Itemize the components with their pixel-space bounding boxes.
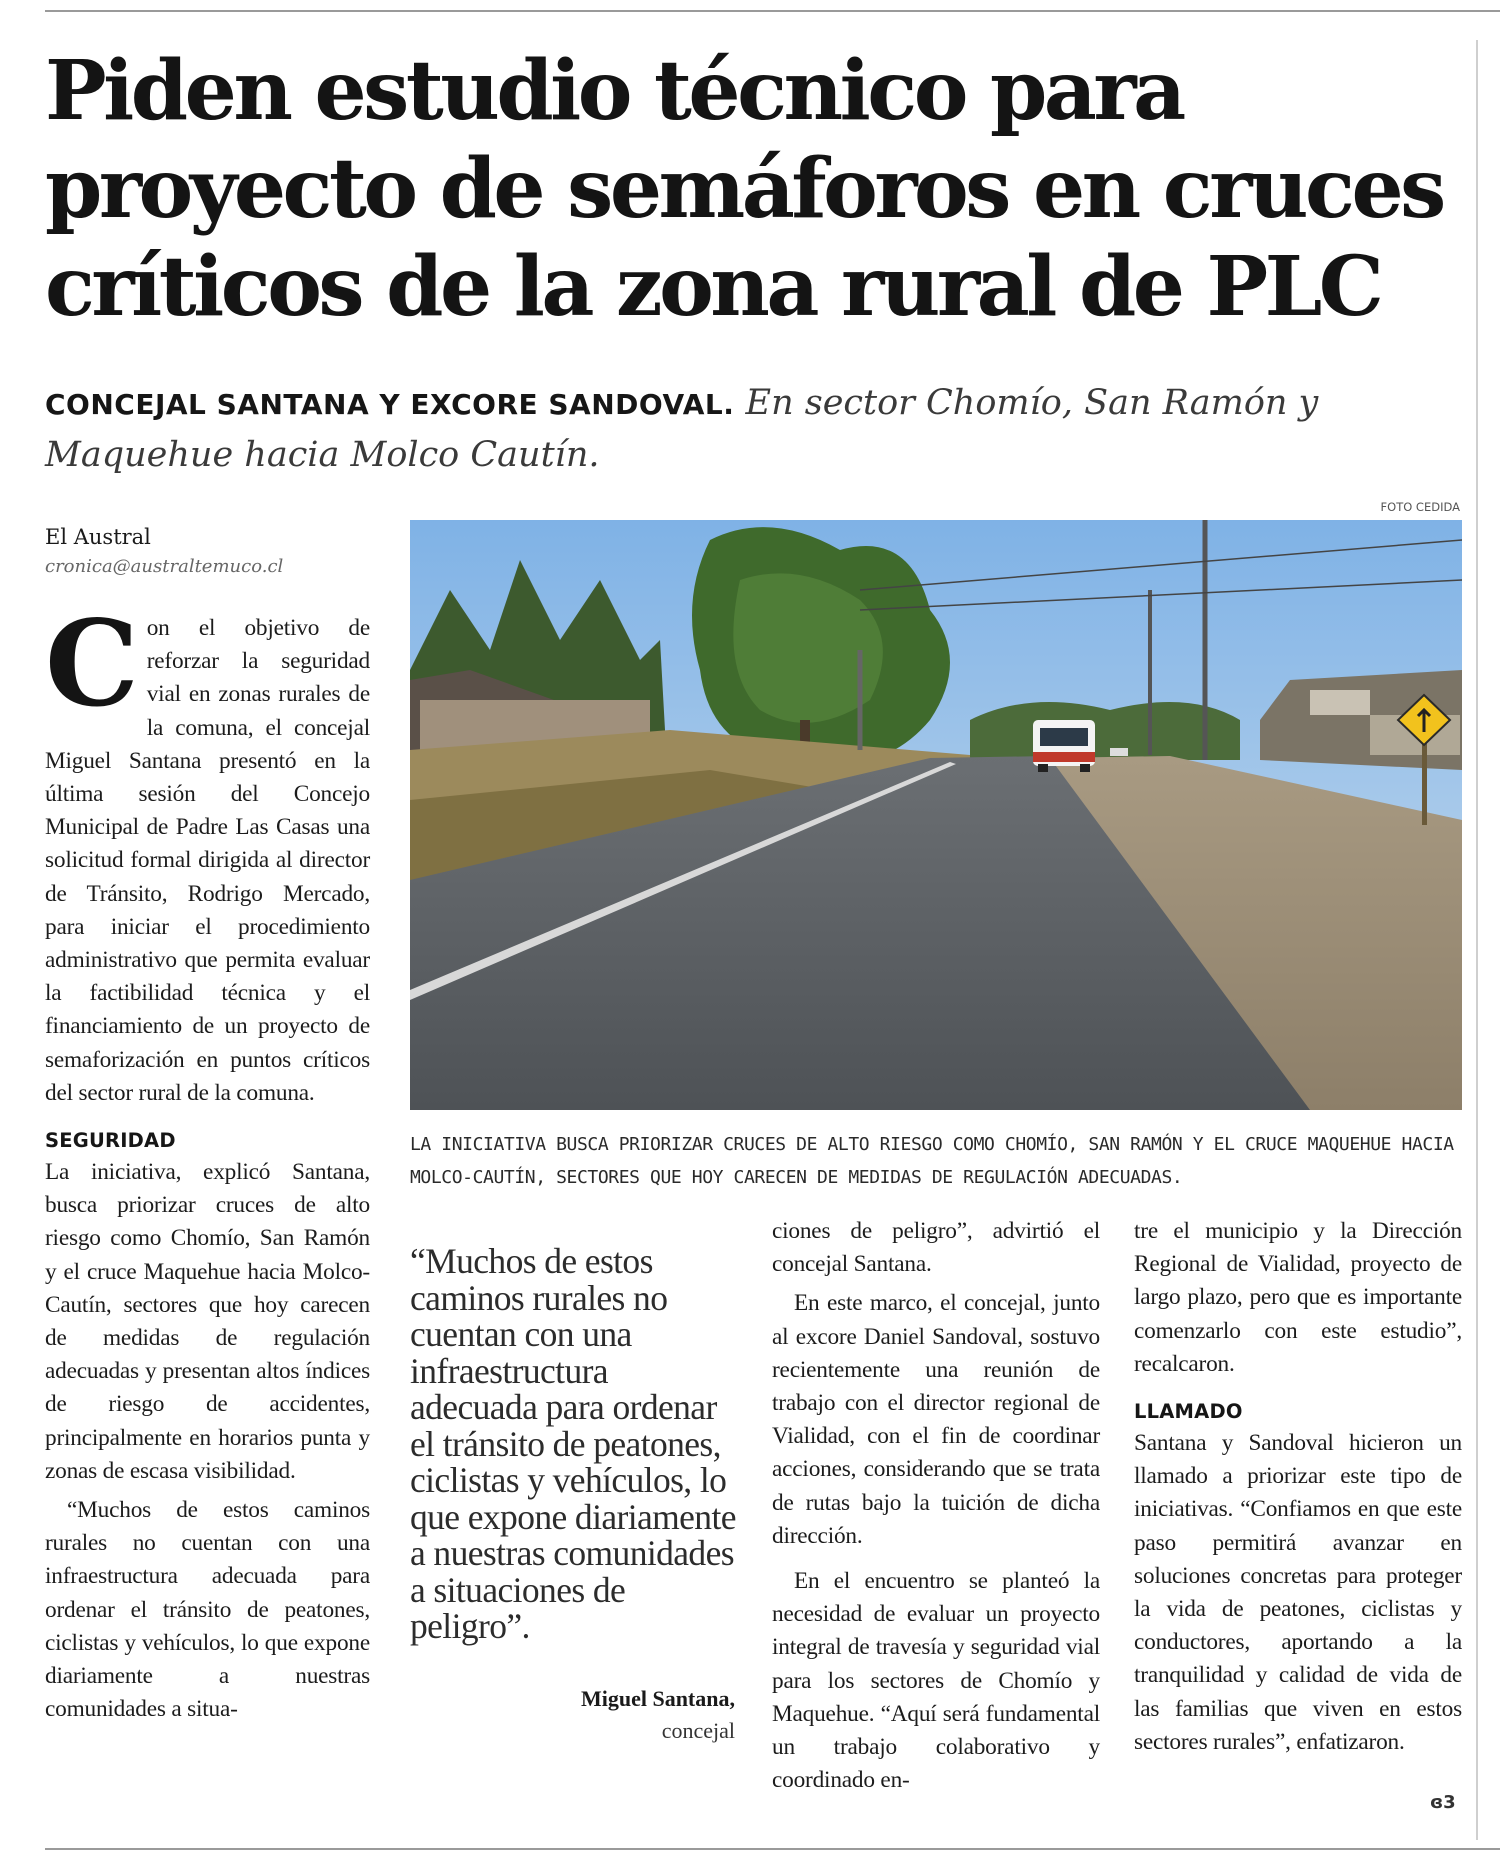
byline-email: cronica@australtemuco.cl [45, 556, 284, 577]
top-rule [45, 10, 1500, 12]
intro-paragraph [45, 594, 370, 1110]
end-mark: ɞ3 [1430, 1792, 1456, 1813]
road-photo [410, 520, 1462, 1110]
pull-quote-author: Miguel Santana, [580, 1686, 735, 1711]
byline [45, 522, 375, 582]
intro-text: on el objetivo de reforzar la seguridad vial en zonas rurales de la comuna, el concejal Miguel Santana presentó en la última sesión del Concejo Municipal de Padre Las Casas una solicitud formal dirigida al director de Tránsito, Rodrigo Mercado, para iniciar el procedimiento administrativo que permita evaluar la factibilidad técnica y el financiamiento de un proyecto de semaforización en puntos críticos del sector rural de la comuna. [45, 615, 370, 1106]
paragraph-encuentro-end: tre el municipio y la Dirección Regional de Vialidad, proyecto de largo plazo, pero que es importante comenzarlo con este estudio”, recalcaron. [1134, 1218, 1462, 1377]
headline-line-2: proyecto de semáforos en cruces [45, 141, 1443, 237]
paragraph-vialidad-meeting: En este marco, el concejal, junto al excore Daniel Sandoval, sostuvo recientemente una reunión de trabajo con el director regional de Vialidad, con el fin de coordinar acciones, considerando que se trata de rutas bajo la tuición de dicha dirección. [772, 1290, 1100, 1549]
road-photo-illustration [410, 520, 1462, 1110]
subhead [45, 378, 1425, 481]
headline-line-1: Piden estudio técnico para [45, 43, 1183, 139]
right-column-rule [1476, 40, 1478, 1840]
body-column-1 [45, 594, 370, 1727]
photo-credit: FOTO CEDIDA [1380, 500, 1460, 514]
byline-author: El Austral [45, 525, 151, 549]
body-column-3 [772, 1215, 1100, 1797]
section-heading-llamado: LLAMADO [1134, 1400, 1243, 1424]
paragraph-quote-end: ciones de peligro”, advirtió el concejal Santana. [772, 1218, 1100, 1278]
subhead-deck: En sector Chomío, San Ramón y Maquehue hacia Molco Cautín. [45, 383, 1319, 475]
photo-caption: LA INICIATIVA BUSCA PRIORIZAR CRUCES DE ALTO RIESGO COMO CHOMÍO, SAN RAMÓN Y EL CRUCE MAQUEHUE HACIA MOLCO-CAUTÍN, SECTORES QUE HOY CARECEN DE MEDIDAS DE REGULACIÓN ADECUADAS. [410, 1134, 1454, 1188]
dropcap: C [45, 594, 139, 733]
subhead-kicker: CONCEJAL SANTANA Y EXCORE SANDOVAL. [45, 388, 735, 421]
pull-quote-role: concejal [661, 1718, 735, 1743]
bottom-rule [45, 1848, 1500, 1850]
body-column-4 [1134, 1215, 1462, 1759]
paragraph-quote-start: “Muchos de estos caminos rurales no cuentan con una infraestructura adecuada para ordenar el tránsito de peatones, ciclistas y vehículos, lo que expone diariamente a nuestras comunidades a situa- [45, 1497, 370, 1723]
paragraph-seguridad: La iniciativa, explicó Santana, busca priorizar cruces de alto riesgo como Chomío, San Ramón y el cruce Maquehue hacia Molco-Cautín, sectores que hoy carecen de medidas de regulación adecuadas y presentan altos índices de riesgo de accidentes, principalmente en horarios punta y zonas de escasa visibilidad. [45, 1159, 370, 1484]
headline-line-3: críticos de la zona rural de PLC [45, 239, 1381, 335]
headline [45, 42, 1475, 336]
section-heading-seguridad: SEGURIDAD [45, 1129, 176, 1153]
paragraph-llamado: Santana y Sandoval hicieron un llamado a priorizar este tipo de iniciativas. “Confiamos en que este paso permitirá avanzar en soluciones concretas para proteger la vida de peatones, ciclistas y conductores, aportando a la tranquilidad y calidad de vida de las familias que viven en estos sectores rurales”, enfatizaron. [1134, 1430, 1462, 1755]
paragraph-encuentro: En el encuentro se planteó la necesidad de evaluar un proyecto integral de travesía y seguridad vial para los sectores de Chomío y Maquehue. “Aquí será fundamental un trabajo colaborativo y coordinado en- [772, 1568, 1100, 1794]
pull-quote: “Muchos de estos caminos rurales no cuentan con una infraestructura adecuada para ordenar el tránsito de peatones, ciclistas y vehículos, lo que expone diariamente a nuestras comunidades a situaciones de peligro”. [410, 1241, 736, 1646]
